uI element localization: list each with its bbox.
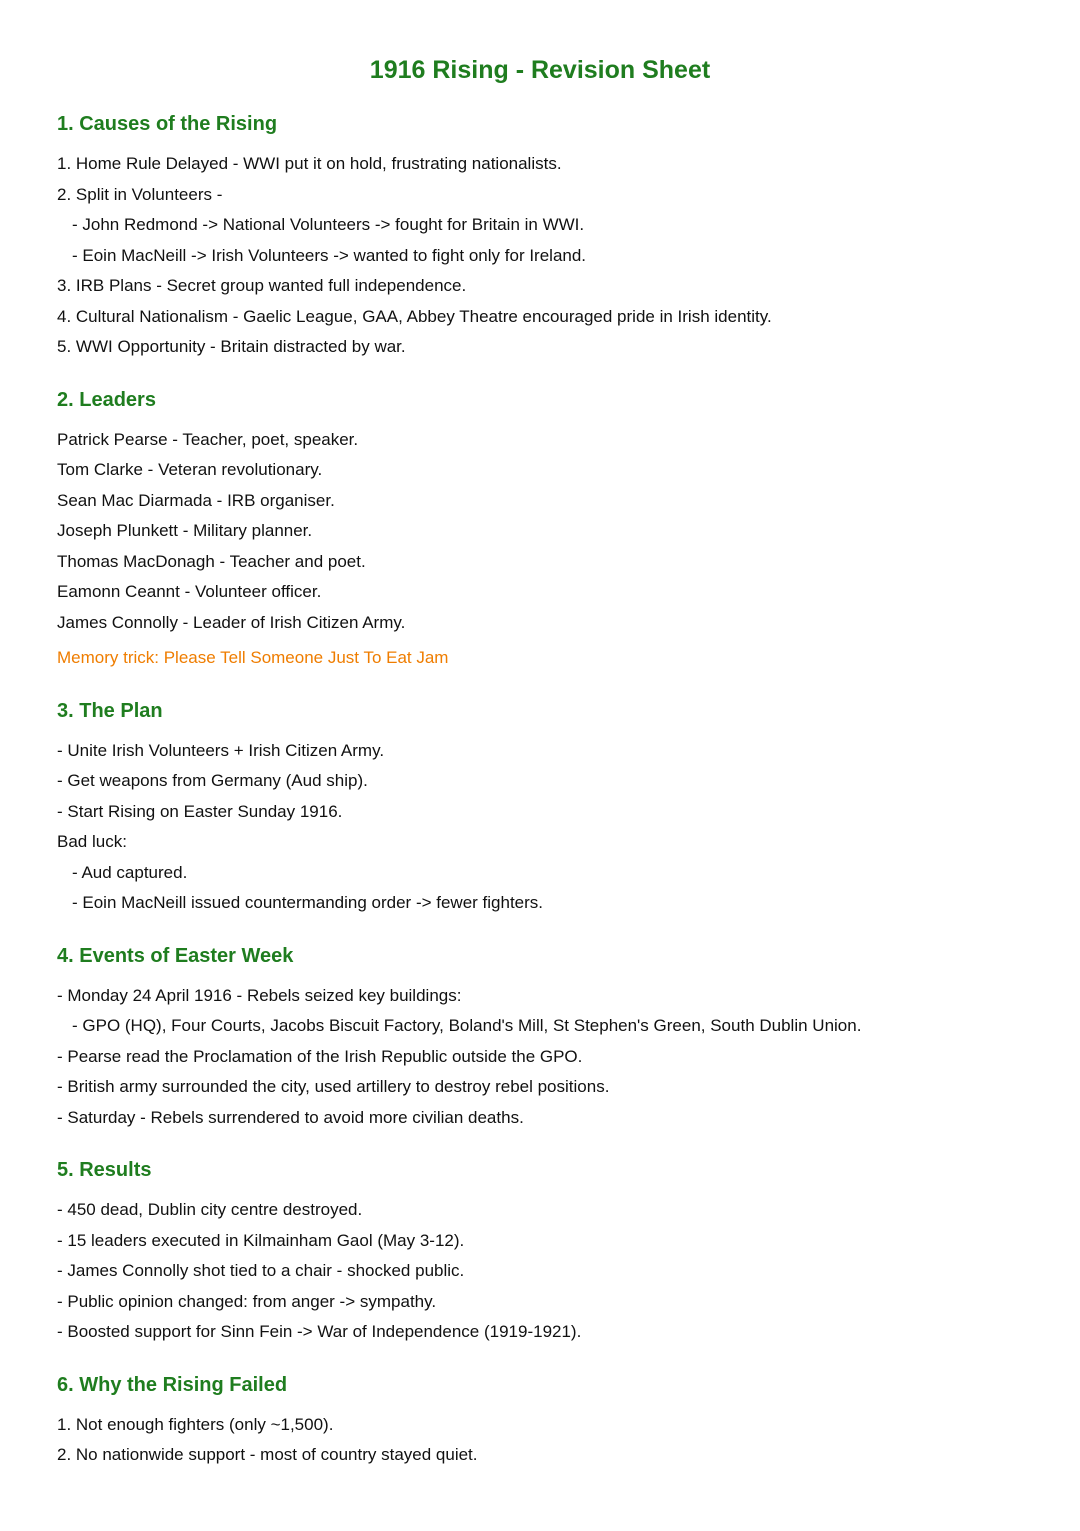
section-heading: 6. Why the Rising Failed [57,1373,288,1396]
body-line: - Unite Irish Volunteers + Irish Citizen Army. [57,740,385,760]
body-line: Joseph Plunkett - Military planner. [57,521,313,540]
body-line: 2. No nationwide support - most of country stayed quiet. [57,1445,478,1464]
body-line: - Boosted support for Sinn Fein -> War of Independence (1919-1921). [57,1322,582,1341]
body-line: - Public opinion changed: from anger -> sympathy. [57,1291,437,1311]
body-line: - Eoin MacNeill issued countermanding order -> fewer fighters. [72,893,544,912]
page-title: 1916 Rising - Revision Sheet [369,56,711,84]
section [57,700,1023,919]
body-line: 5. WWI Opportunity - Britain distracted by war. [57,337,406,356]
section [57,113,1023,363]
section-heading: 3. The Plan [57,699,163,722]
body-line: - Start Rising on Easter Sunday 1916. [57,801,343,821]
body-line: - British army surrounded the city, used artillery to destroy rebel positions. [57,1077,610,1096]
body-line: - James Connolly shot tied to a chair - shocked public. [57,1261,465,1280]
memory-trick-line: Memory trick: Please Tell Someone Just To Eat Jam [57,648,449,667]
body-line: Eamonn Ceannt - Volunteer officer. [57,582,322,601]
section-heading: 1. Causes of the Rising [57,113,278,135]
body-line: - John Redmond -> National Volunteers -> fought for Britain in WWI. [72,215,585,234]
body-line: - Pearse read the Proclamation of the Irish Republic outside the GPO. [57,1046,583,1066]
body-line: 4. Cultural Nationalism - Gaelic League, GAA, Abbey Theatre encouraged pride in Irish identity. [57,306,772,326]
body-line: - Get weapons from Germany (Aud ship). [57,771,368,790]
body-line: - Saturday - Rebels surrendered to avoid more civilian deaths. [57,1107,524,1127]
body-line: - 450 dead, Dublin city centre destroyed. [57,1200,363,1219]
body-line: - GPO (HQ), Four Courts, Jacobs Biscuit Factory, Boland's Mill, St Stephen's Green, South Dublin Union. [72,1016,862,1035]
body-line: Bad luck: [57,832,127,851]
body-line: Patrick Pearse - Teacher, poet, speaker. [57,429,359,449]
body-line: - 15 leaders executed in Kilmainham Gaol (May 3-12). [57,1230,465,1250]
body-line: Sean Mac Diarmada - IRB organiser. [57,490,335,510]
section [57,389,1023,674]
section [57,945,1023,1134]
body-line: Thomas MacDonagh - Teacher and poet. [57,551,366,571]
body-line: Tom Clarke - Veteran revolutionary. [57,460,323,479]
body-line: 1. Not enough fighters (only ~1,500). [57,1414,334,1434]
body-line: James Connolly - Leader of Irish Citizen Army. [57,612,406,632]
body-line: - Eoin MacNeill -> Irish Volunteers -> wanted to fight only for Ireland. [72,245,587,265]
body-line: - Monday 24 April 1916 - Rebels seized key buildings: [57,985,462,1005]
section-heading: 5. Results [57,1159,152,1181]
body-line: 3. IRB Plans - Secret group wanted full independence. [57,276,467,295]
body-line: - Aud captured. [72,862,188,882]
body-line: 1. Home Rule Delayed - WWI put it on hold, frustrating nationalists. [57,154,562,173]
section [57,1374,1023,1471]
sections-container [57,113,1023,1471]
section-heading: 2. Leaders [57,388,156,411]
section [57,1159,1023,1348]
section-heading: 4. Events of Easter Week [57,944,294,967]
body-line: 2. Split in Volunteers - [57,184,223,204]
